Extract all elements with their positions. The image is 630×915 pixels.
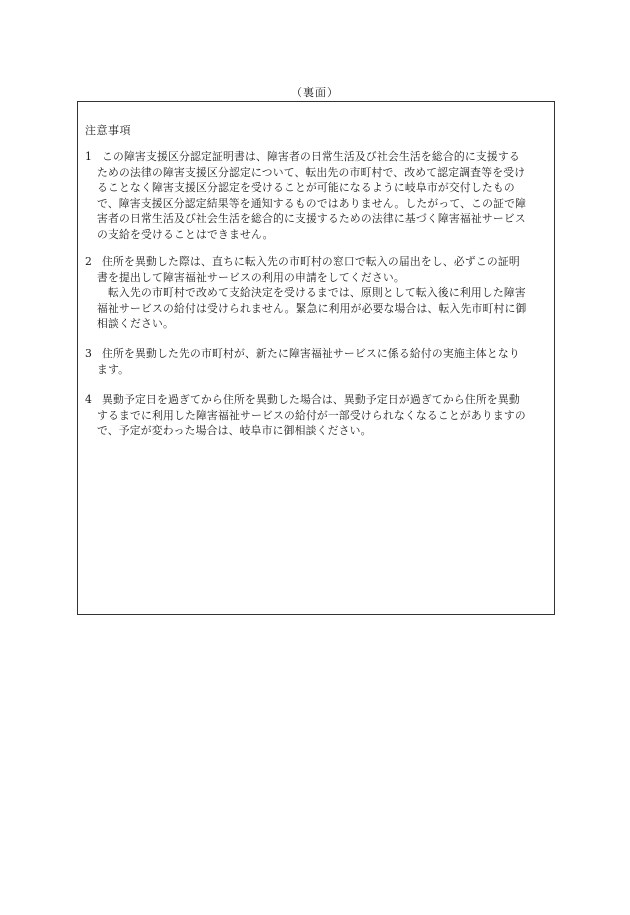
notice-item-line: 書を提出して障害福祉サービスの利用の申請をしてください。: [97, 270, 405, 284]
notice-item-3: [85, 346, 547, 377]
notice-item-line: 1 この障害支援区分認定証明書は、障害者の日常生活及び社会生活を総合的に支援する: [85, 150, 520, 163]
notice-item-line: ための法律の障害支援区分認定について、転出先の市町村で、改めて認定調査等を受け: [97, 165, 526, 179]
notice-item-line: 福祉サービスの給付は受けられません。緊急に利用が必要な場合は、転入先市町村に御: [97, 301, 527, 315]
notice-item-line: 害者の日常生活及び社会生活を総合的に支援するための法律に基づく障害福祉サービス: [97, 212, 526, 225]
notice-item-line: 3 住所を異動した先の市町村が、新たに障害福祉サービスに係る給付の実施主体となり: [85, 347, 520, 360]
notice-item-line: するまでに利用した障害福祉サービスの給付が一部受けられなくなることがありますの: [97, 408, 526, 422]
notice-item-line: ます。: [97, 362, 130, 376]
notice-item-line: 2 住所を異動した際は、直ちに転入先の市町村の窓口で転入の届出をし、必ずこの証明: [85, 255, 520, 268]
item-number: 4: [85, 393, 93, 406]
item-number: 1: [85, 150, 93, 163]
notice-item-line: 4 異動予定日を過ぎてから住所を異動した場合は、異動予定日が過ぎてから住所を異動: [85, 393, 520, 406]
notice-item-line: 転入先の市町村で改めて支給決定を受けるまでは、原則として転入後に利用した障害: [97, 286, 526, 299]
notice-item-1: [85, 149, 547, 242]
notice-item-line: で、障害支援区分認定結果等を通知するものではありません。したがって、この証で障: [97, 196, 527, 210]
notice-item-line: で、予定が変わった場合は、岐阜市に御相談ください。: [97, 424, 372, 437]
item-number: 2: [85, 255, 93, 268]
notice-heading: 注意事項: [85, 124, 131, 137]
notice-item-line: の支給を受けることはできません。: [97, 227, 274, 241]
notice-item-line: 相談ください。: [97, 317, 174, 330]
notice-item-line: ることなく障害支援区分認定を受けることが可能になるように岐阜市が交付したもの: [97, 181, 515, 194]
item-number: 3: [85, 347, 93, 360]
page-side-label: （裏面）: [291, 86, 339, 99]
notice-item-2: [85, 254, 547, 332]
notice-item-4: [85, 392, 547, 439]
notice-box: [77, 101, 555, 615]
